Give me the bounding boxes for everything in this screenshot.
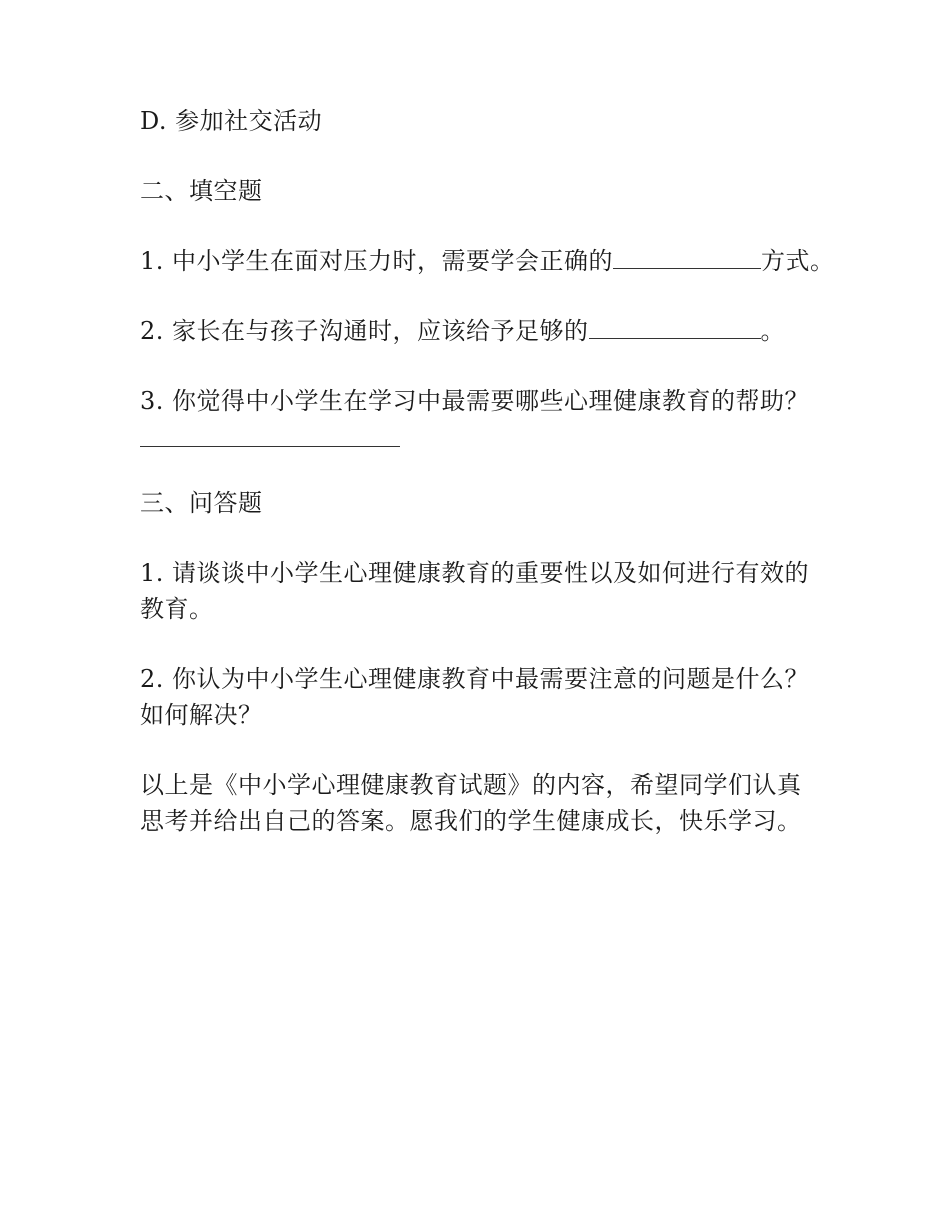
fill-question-2-suffix: 。 [760,317,786,345]
closing-line1: 以上是《中小学心理健康教育试题》的内容，希望同学们认真 [140,771,802,799]
qa-question-2-line1: 2. 你认为中小学生心理健康教育中最需要注意的问题是什么？ [140,665,810,693]
closing-line2: 思考并给出自己的答案。愿我们的学生健康成长，快乐学习。 [140,807,802,835]
fill-question-1-text: 1. 中小学生在面对压力时，需要学会正确的 [140,247,614,275]
fill-question-1-suffix: 方式。 [761,247,835,275]
qa-question-1-line1: 1. 请谈谈中小学生心理健康教育的重要性以及如何进行有效的 [140,559,810,587]
answer-blank-1 [613,246,761,269]
section-heading-qa: 三、问答题 [140,489,263,517]
section-heading-fill-in: 二、填空题 [140,177,263,205]
fill-question-2 [140,314,785,348]
fill-question-1 [140,244,835,278]
fill-question-2-text: 2. 家长在与孩子沟通时，应该给予足够的 [140,317,589,345]
answer-blank-3 [140,446,400,447]
answer-blank-2 [589,316,761,339]
qa-question-1-line2: 教育。 [140,595,214,623]
qa-question-2-line2: 如何解决？ [140,701,263,729]
fill-question-3: 3. 你觉得中小学生在学习中最需要哪些心理健康教育的帮助？ [140,387,810,415]
option-d: D. 参加社交活动 [140,107,323,135]
